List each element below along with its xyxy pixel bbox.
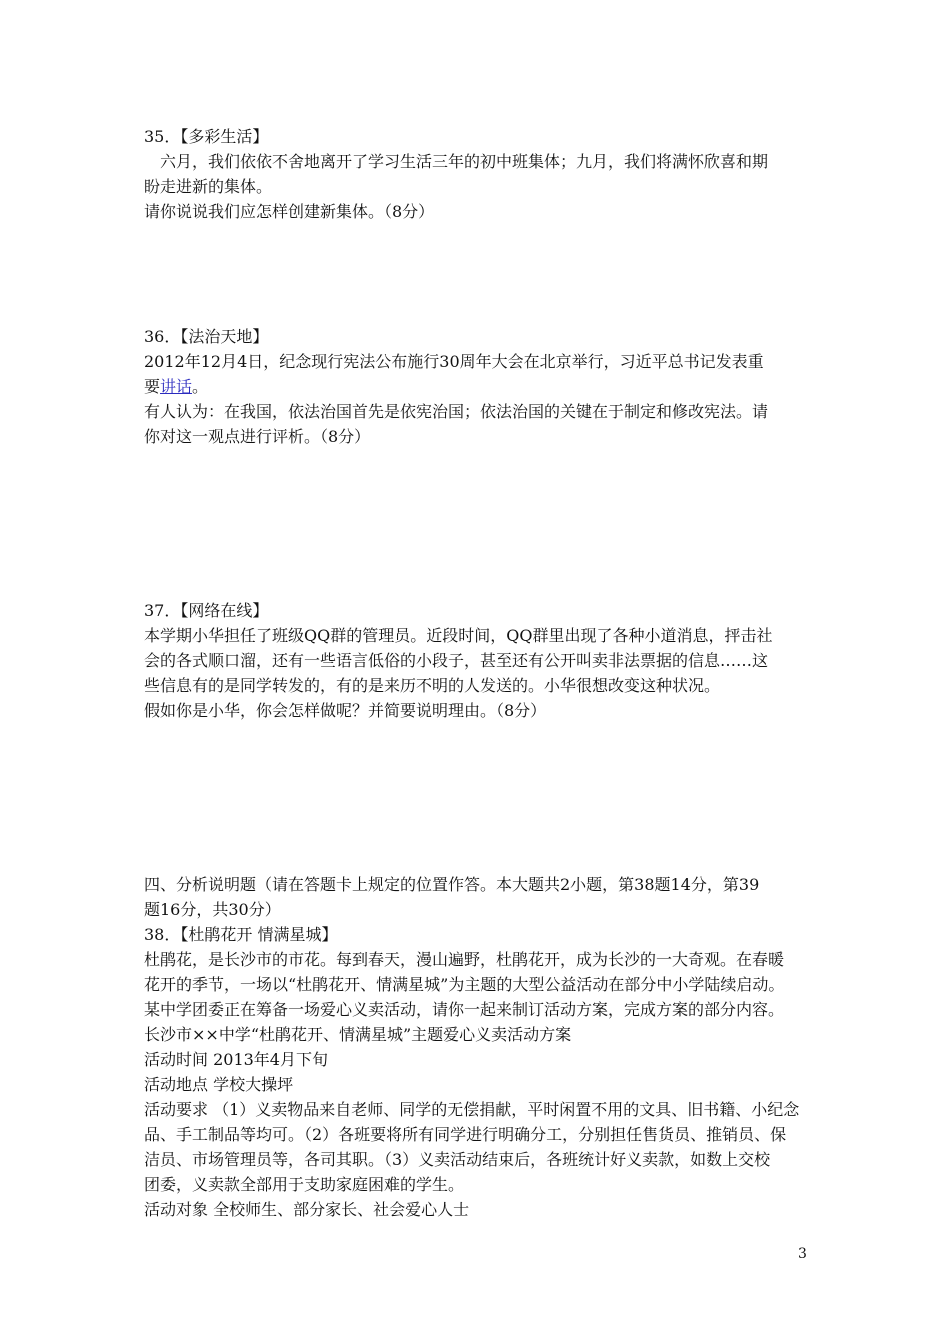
question-36-text: 2012年12月4日，纪念现行宪法公布施行30周年大会在北京举行，习近平总书记发表重 xyxy=(144,352,764,371)
plan-requirements: 洁员、市场管理员等，各司其职。（3）义卖活动结束后，各班统计好义卖款，如数上交校 xyxy=(144,1150,771,1169)
section-four-text: 四、分析说明题（请在答题卡上规定的位置作答。本大题共2小题，第38题14分，第39 xyxy=(144,875,760,894)
question-35 xyxy=(144,124,816,224)
question-35-prompt: 请你说说我们应怎样创建新集体。（8分） xyxy=(144,202,435,221)
question-36-title: 36．【法治天地】 xyxy=(144,327,269,346)
question-36-prompt: 你对这一观点进行评析。（8分） xyxy=(144,427,371,446)
question-38 xyxy=(144,922,816,1222)
question-38-title: 38．【杜鹃花开 情满星城】 xyxy=(144,925,338,944)
question-36-text-post: 。 xyxy=(192,377,209,396)
question-35-text: 六月，我们依依不舍地离开了学习生活三年的初中班集体；九月，我们将满怀欣喜和期 xyxy=(160,152,769,171)
plan-title: 长沙市××中学“杜鹃花开、情满星城”主题爱心义卖活动方案 xyxy=(144,1025,572,1044)
question-35-text: 盼走进新的集体。 xyxy=(144,177,273,196)
plan-time: 活动时间 2013年4月下旬 xyxy=(144,1050,328,1069)
question-37-prompt: 假如你是小华，你会怎样做呢？并简要说明理由。（8分） xyxy=(144,701,547,720)
plan-requirements: 团委，义卖款全部用于支助家庭困难的学生。 xyxy=(144,1175,465,1194)
question-37 xyxy=(144,598,816,723)
plan-requirements: 品、手工制品等均可。（2）各班要将所有同学进行明确分工，分别担任售货员、推销员、保 xyxy=(144,1125,787,1144)
question-38-text: 某中学团委正在筹备一场爱心义卖活动，请你一起来制订活动方案，完成方案的部分内容。 xyxy=(144,1000,785,1019)
question-37-text: 本学期小华担任了班级QQ群的管理员。近段时间，QQ群里出现了各种小道消息，抨击社 xyxy=(144,626,773,645)
question-36-prompt: 有人认为：在我国，依法治国首先是依宪治国；依法治国的关键在于制定和修改宪法。请 xyxy=(144,402,769,421)
question-36 xyxy=(144,324,816,449)
question-37-text: 会的各式顺口溜，还有一些语言低俗的小段子，甚至还有公开叫卖非法票据的信息……这 xyxy=(144,651,769,670)
question-36-text xyxy=(144,374,816,399)
question-35-title: 35．【多彩生活】 xyxy=(144,127,269,146)
plan-audience: 活动对象 全校师生、部分家长、社会爱心人士 xyxy=(144,1200,470,1219)
question-37-title: 37．【网络在线】 xyxy=(144,601,269,620)
page-number: 3 xyxy=(798,1246,807,1262)
question-38-text: 杜鹃花，是长沙市的市花。每到春天，漫山遍野，杜鹃花开，成为长沙的一大奇观。在春暖 xyxy=(144,950,785,969)
question-37-text: 些信息有的是同学转发的，有的是来历不明的人发送的。小华很想改变这种状况。 xyxy=(144,676,721,695)
question-36-text-pre: 要 xyxy=(144,377,161,396)
plan-location: 活动地点 学校大操坪 xyxy=(144,1075,294,1094)
section-four-text: 题16分，共30分） xyxy=(144,900,281,919)
speech-link[interactable]: 讲话 xyxy=(160,377,193,396)
question-38-text: 花开的季节，一场以“杜鹃花开、情满星城”为主题的大型公益活动在部分中小学陆续启动。 xyxy=(144,975,785,994)
section-four-header xyxy=(144,872,816,922)
plan-requirements: 活动要求 （1）义卖物品来自老师、同学的无偿捐献，平时闲置不用的文具、旧书籍、小纪念 xyxy=(144,1100,800,1119)
